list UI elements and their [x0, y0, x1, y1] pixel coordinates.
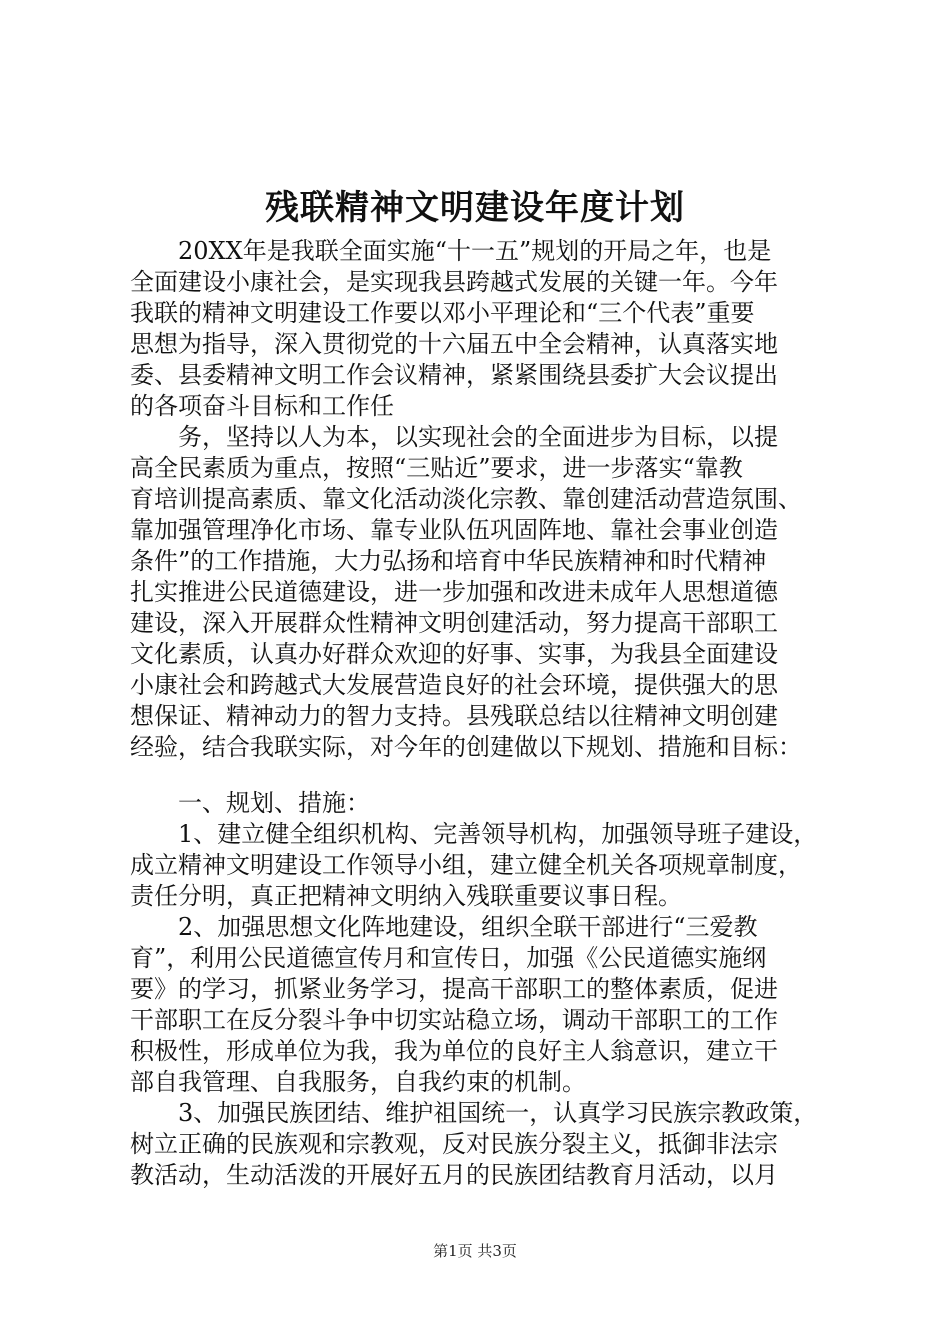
page-title: 残联精神文明建设年度计划	[265, 188, 685, 228]
text-line: 干部职工在反分裂斗争中切实站稳立场，调动干部职工的工作	[130, 1006, 778, 1034]
text-line: 务，坚持以人为本，以实现社会的全面进步为目标，以提	[130, 423, 778, 451]
text-line: 育培训提高素质、靠文化活动淡化宗教、靠创建活动营造氛围、	[130, 485, 802, 513]
text-line: 建设，深入开展群众性精神文明创建活动，努力提高干部职工	[130, 609, 778, 637]
text-line: 扎实推进公民道德建设，进一步加强和改进未成年人思想道德	[130, 578, 778, 606]
text-line: 责任分明，真正把精神文明纳入残联重要议事日程。	[130, 882, 682, 910]
text-line: 1、建立健全组织机构、完善领导机构，加强领导班子建设，	[130, 820, 818, 848]
text-line: 的各项奋斗目标和工作任	[130, 392, 394, 420]
text-line: 小康社会和跨越式大发展营造良好的社会环境，提供强大的思	[130, 671, 778, 699]
text-line: 高全民素质为重点，按照“三贴近”要求，进一步落实“靠教	[130, 454, 743, 482]
text-line: 想保证、精神动力的智力支持。县残联总结以往精神文明创建	[130, 702, 778, 730]
paragraph-tasks	[130, 422, 830, 763]
text-line: 2、加强思想文化阵地建设，组织全联干部进行“三爱教	[130, 913, 758, 941]
paragraph-item-1	[130, 819, 830, 912]
paragraph-item-3	[130, 1098, 830, 1191]
text-line: 经验，结合我联实际，对今年的创建做以下规划、措施和目标：	[130, 733, 802, 761]
text-line: 教活动，生动活泼的开展好五月的民族团结教育月活动，以月	[130, 1161, 778, 1189]
text-line: 我联的精神文明建设工作要以邓小平理论和“三个代表”重要	[130, 299, 755, 327]
text-line: 成立精神文明建设工作领导小组，建立健全机关各项规章制度，	[130, 851, 802, 879]
text-line: 3、加强民族团结、维护祖国统一，认真学习民族宗教政策，	[130, 1099, 818, 1127]
text-line: 育”，利用公民道德宣传月和宣传日，加强《公民道德实施纲	[130, 944, 767, 972]
text-line: 委、县委精神文明工作会议精神，紧紧围绕县委扩大会议提出	[130, 361, 778, 389]
text-line: 靠加强管理净化市场、靠专业队伍巩固阵地、靠社会事业创造	[130, 516, 778, 544]
text-line: 一、规划、措施：	[130, 789, 370, 817]
text-line: 积极性，形成单位为我，我为单位的良好主人翁意识，建立干	[130, 1037, 778, 1065]
text-line: 要》的学习，抓紧业务学习，提高干部职工的整体素质，促进	[130, 975, 778, 1003]
paragraph-intro	[130, 236, 830, 422]
text-line: 思想为指导，深入贯彻党的十六届五中全会精神，认真落实地	[130, 330, 778, 358]
text-line: 全面建设小康社会，是实现我县跨越式发展的关键一年。今年	[130, 268, 778, 296]
text-line: 树立正确的民族观和宗教观，反对民族分裂主义，抵御非法宗	[130, 1130, 778, 1158]
page-number-footer: 第1页 共3页	[433, 1242, 517, 1260]
text-line: 条件”的工作措施，大力弘扬和培育中华民族精神和时代精神	[130, 547, 767, 575]
paragraph-item-2	[130, 912, 830, 1098]
text-line: 20XX年是我联全面实施“十一五”规划的开局之年，也是	[130, 237, 772, 265]
section-heading-planning	[130, 788, 830, 819]
text-line: 文化素质，认真办好群众欢迎的好事、实事，为我县全面建设	[130, 640, 778, 668]
text-line: 部自我管理、自我服务，自我约束的机制。	[130, 1068, 586, 1096]
